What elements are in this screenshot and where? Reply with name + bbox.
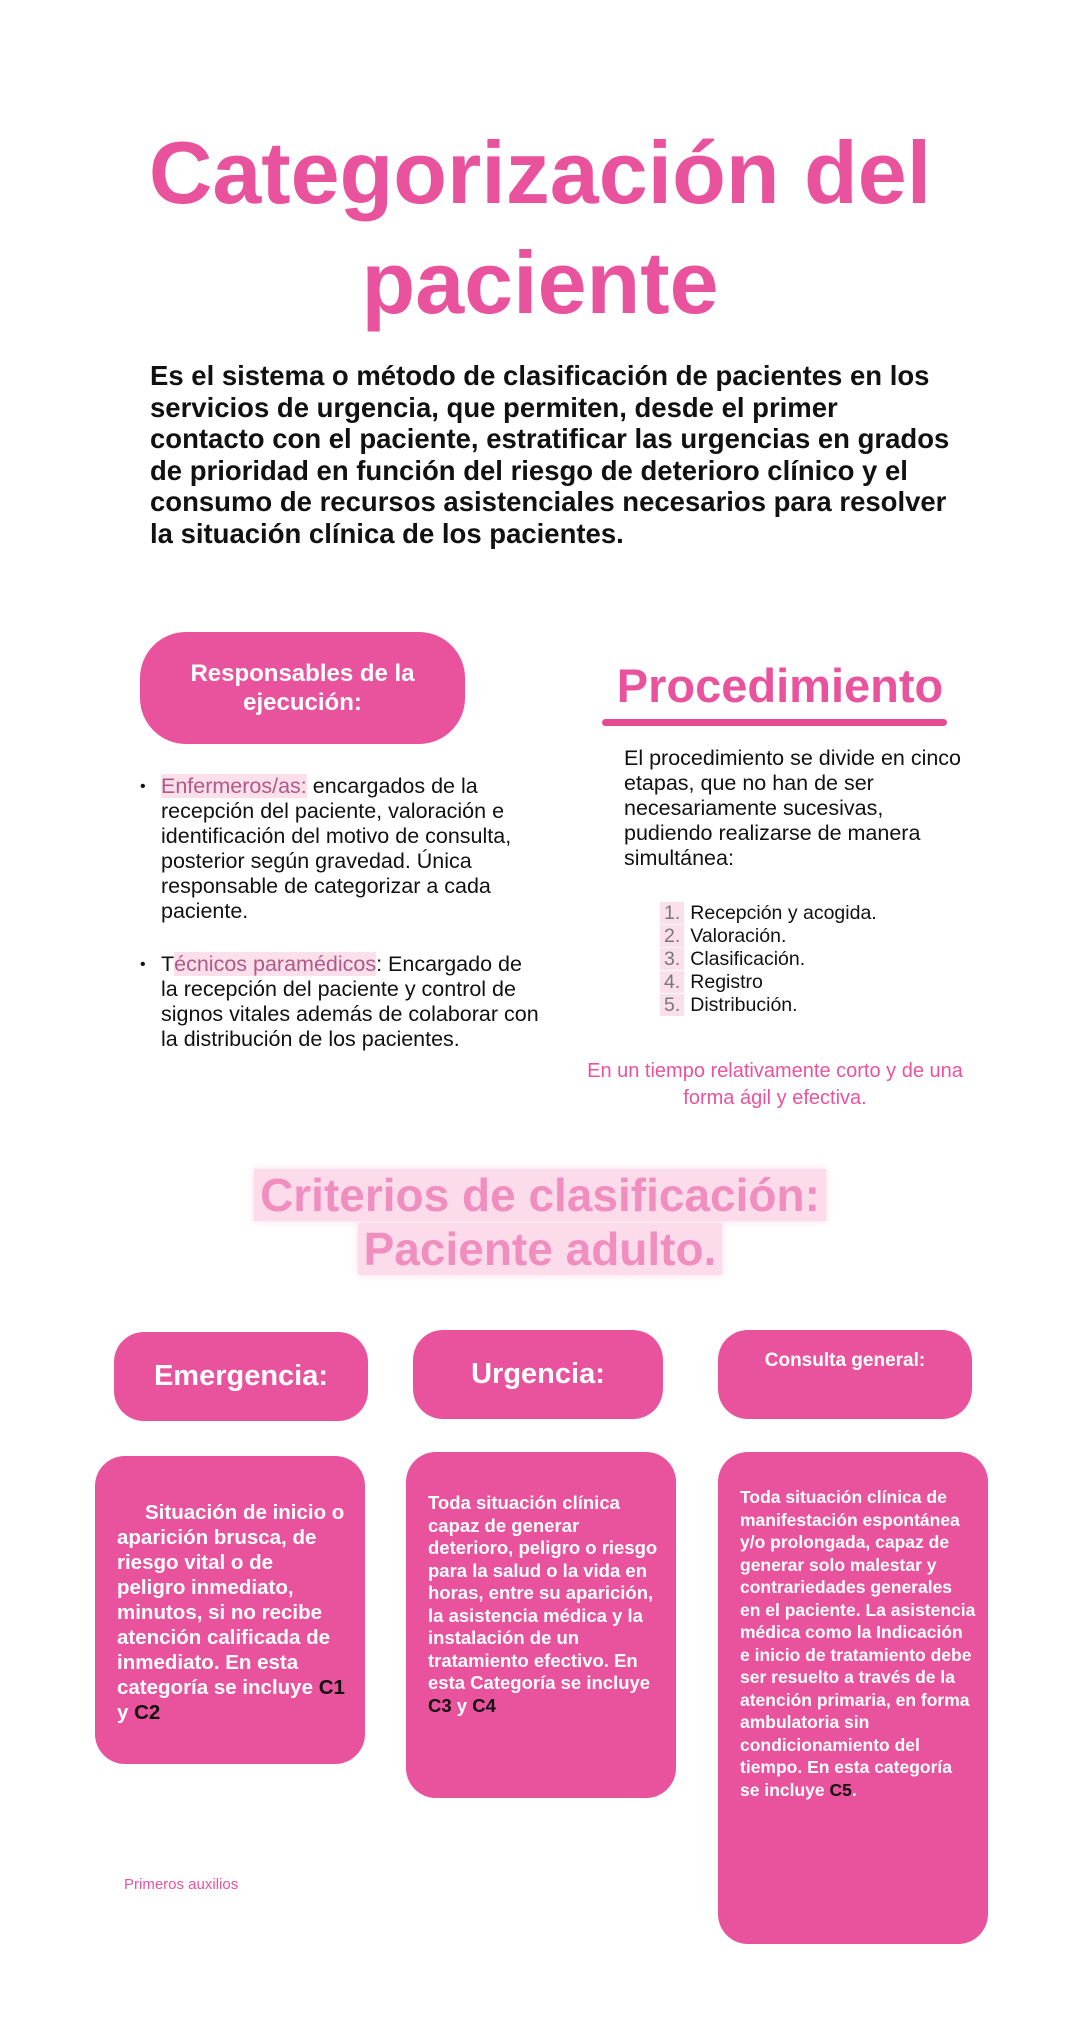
list-item <box>660 971 877 994</box>
responsables-list <box>140 774 540 1080</box>
step-label: Recepción y acogida. <box>690 902 877 924</box>
step-number: 4. <box>660 971 684 993</box>
category-code: C2 <box>134 1701 161 1724</box>
category-label: Consulta general: <box>764 1350 926 1371</box>
procedimiento-note: En un tiempo relativamente corto y de una forma ágil y efectiva. <box>587 1060 963 1109</box>
category-code: C1 <box>318 1676 345 1699</box>
term-highlight: écnicos paramédicos <box>174 952 377 976</box>
heading-underline <box>602 719 947 726</box>
category-emergencia <box>114 1332 368 1421</box>
procedimiento-heading: Procedimiento <box>616 659 944 712</box>
list-item <box>660 948 877 971</box>
intro-paragraph: Es el sistema o método de clasificación de pacientes en los servicios de urgencia, que permiten, desde el primer contacto con el paciente, estratificar las urgencias en grados de prioridad en función del riesgo de deterioro clínico y el consumo de recursos asistenciales necesarios para resolver la situación clínica de los pacientes. <box>150 360 950 549</box>
separator: y <box>117 1701 135 1724</box>
criterios-line-2: Paciente adulto. <box>358 1223 723 1275</box>
category-label: Emergencia: <box>153 1360 329 1392</box>
page-title <box>0 118 1080 338</box>
description-text: Toda situación clínica capaz de generar deterioro, peligro o riesgo para la salud o la vida en horas, entre su aparición, la asistencia médica y la instalación de un tratamiento efectivo. En esta Categoría se incluye <box>428 1492 658 1693</box>
step-label: Distribución. <box>690 994 798 1016</box>
criterios-heading <box>0 1168 1080 1276</box>
list-item <box>140 952 540 1052</box>
criterios-line-1: Criterios de clasificación: <box>254 1169 826 1221</box>
responsables-label: Responsables de la ejecución: <box>190 660 415 716</box>
category-code: C5 <box>829 1779 852 1800</box>
end-punctuation: . <box>851 1779 857 1800</box>
description-text: Situación de inicio o aparición brusca, de riesgo vital o de peligro inmediato, minutos, si no recibe atención calificada de inmediato. En esta categoría se incluye <box>117 1501 345 1699</box>
list-item <box>660 994 877 1017</box>
step-number: 5. <box>660 994 684 1016</box>
step-number: 2. <box>660 925 684 947</box>
category-code: C4 <box>472 1694 496 1716</box>
procedimiento-text: El procedimiento se divide en cinco etapas, que no han de ser necesariamente sucesivas, pudiendo realizarse de manera simultánea: <box>624 746 962 870</box>
item-text: : Encargado de la recepción del paciente y control de signos vitales además de colaborar con la distribución de los pacientes. <box>161 952 539 1051</box>
title-line-2: paciente <box>361 233 719 332</box>
footer-label: Primeros auxilios <box>124 1876 239 1893</box>
item-text: encargados de la recepción del paciente, valoración e identificación del motivo de consulta, posterior según gravedad. Única responsable de categorizar a cada paciente. <box>161 774 512 923</box>
term-highlight: Enfermeros/as: <box>161 774 307 798</box>
urgencia-description <box>406 1452 676 1798</box>
step-number: 3. <box>660 948 684 970</box>
category-consulta <box>718 1330 972 1419</box>
list-item <box>660 925 877 948</box>
step-number: 1. <box>660 902 684 924</box>
list-item <box>140 774 540 924</box>
list-item <box>660 902 877 925</box>
title-line-1: Categorización del <box>148 123 932 222</box>
description-text: Toda situación clínica de manifestación espontánea y/o prolongada, capaz de generar solo malestar y contrariedades generales en el paciente. La asistencia médica como la Indicación e inicio de tratamiento debe ser resuelto a través de la atención primaria, en forma ambulatoria sin condicionamiento del tiempo. En esta categoría se incluye <box>740 1487 976 1800</box>
category-code: C3 <box>428 1694 452 1716</box>
consulta-description <box>718 1452 988 1944</box>
category-label: Urgencia: <box>471 1358 605 1390</box>
term-prefix: T <box>161 952 175 976</box>
separator: y <box>451 1694 473 1716</box>
category-urgencia <box>413 1330 663 1419</box>
responsables-badge <box>140 632 465 744</box>
step-label: Registro <box>690 971 763 993</box>
steps-list <box>660 902 877 1017</box>
step-label: Clasificación. <box>690 948 806 970</box>
emergencia-description <box>95 1456 365 1764</box>
step-label: Valoración. <box>690 925 787 947</box>
